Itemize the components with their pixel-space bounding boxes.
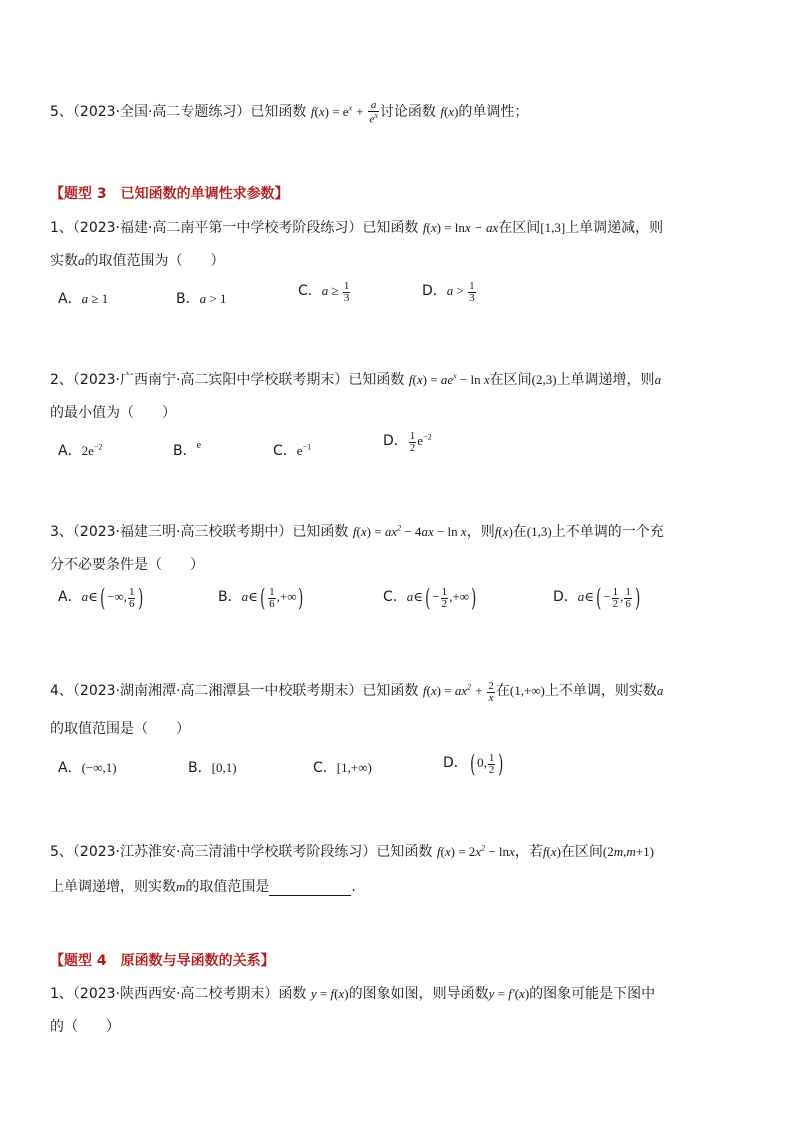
option-math: a∈( $\frac{1}{6}$ ,+∞)	[241, 584, 304, 612]
option-math: e	[196, 440, 202, 451]
s3q5-m: m	[176, 879, 186, 894]
s3q3-interval: (1,3)	[526, 524, 552, 539]
option-math: a∈( −∞, $\frac{1}{6}$ )	[81, 584, 144, 612]
s3q3-option-a[interactable]	[58, 584, 146, 612]
s3q1-option-c[interactable]	[298, 280, 351, 304]
s3q4-prefix: 4、（2023·湖南湘潭·高二湘潭县一中校联考期末）已知函数	[50, 683, 419, 699]
s3q2-a: a	[654, 372, 662, 387]
option-math: a > 1	[199, 291, 227, 306]
option-math: (−∞,1)	[81, 760, 117, 775]
s3q1-line2-suffix: 的取值范围为（ ）	[84, 253, 225, 269]
option-label: C．	[273, 443, 297, 459]
q5-fx: f(x)	[440, 103, 459, 119]
s3q5-prefix: 5、（2023·江苏淮安·高三清浦中学校联考阶段练习）已知函数	[50, 844, 433, 860]
q5-mid: 讨论函数	[379, 103, 436, 120]
s3q3-option-d[interactable]	[553, 584, 642, 612]
s3q4-a: a	[656, 683, 664, 698]
s3q4-option-b[interactable]	[188, 757, 237, 777]
s3q1-suffix: 上单调递减，则	[565, 220, 664, 236]
s3q3-mid2: 在	[512, 524, 527, 540]
s3q2-formula: $f(x) = ae^x - \ln x$	[408, 371, 490, 387]
s3q4-option-a[interactable]	[58, 757, 117, 777]
option-label: C．	[298, 283, 322, 299]
s3q3-suffix: 上不单调的一个充	[551, 524, 664, 540]
option-math: a∈( − $\frac{1}{2}$ , $\frac{1}{6}$ )	[577, 584, 641, 612]
option-label: A．	[58, 760, 82, 776]
s3q3-option-b[interactable]	[218, 584, 306, 612]
s4-question-1-line1	[50, 983, 655, 1003]
s3q3-fx: f(x)	[494, 524, 513, 539]
s3q2-option-c[interactable]	[273, 440, 311, 460]
option-math: a∈( − $\frac{1}{2}$ ,+∞)	[406, 584, 477, 612]
option-label: D．	[553, 588, 578, 605]
s3-question-1-line1	[50, 217, 663, 237]
s3q5-mid: ，若	[514, 844, 543, 860]
s3-question-2-line2: 的最小值为（ ）	[50, 405, 176, 421]
s3q5-mid2: 在区间	[560, 844, 603, 860]
option-label: A．	[58, 291, 82, 307]
s3-question-2-line1	[50, 369, 661, 389]
s3q4-mid: 在	[495, 683, 510, 699]
q5-suffix: 的单调性；	[458, 103, 529, 120]
s3q1-interval: [1,3]	[540, 220, 566, 235]
option-label: D．	[443, 754, 468, 771]
s3q1-prefix: 1、（2023·福建·高二南平第一中学校考阶段练习）已知函数	[50, 220, 419, 236]
s4q1-formula: y = f(x)	[310, 986, 349, 1001]
s3q5-formula: $f(x) = 2x^2 - \ln x$	[436, 843, 515, 859]
s3q2-suffix: 上单调递增，则	[556, 372, 655, 388]
question-5-top	[50, 100, 528, 126]
option-math: [0,1)	[211, 760, 237, 775]
option-label: C．	[313, 760, 337, 776]
s3q3-prefix: 3、（2023·福建三明·高三校联考期中）已知函数	[50, 524, 349, 540]
s3q5-line2-end: .	[351, 879, 356, 895]
s3q1-option-d[interactable]	[422, 280, 477, 304]
s4q1-suffix: 的图象可能是下图中	[529, 986, 656, 1002]
s3q5-line2-prefix: 上单调递增，则实数	[50, 879, 176, 895]
s4q1-mid: 的图象如图，则导函数	[348, 986, 489, 1002]
option-label: B．	[176, 291, 200, 307]
q5-formula: $f(x) = e^x$ + $\frac{a}{e^x}$	[310, 99, 378, 126]
section-heading-3: 【题型 3 已知函数的单调性求参数】	[50, 186, 289, 202]
s3-question-3-line1	[50, 521, 664, 541]
option-math: $e^{-1}$	[296, 442, 312, 458]
option-label: B．	[188, 760, 212, 776]
s3q1-a: a	[78, 253, 85, 268]
s3q4-suffix: 上不单调，则实数	[544, 683, 657, 699]
option-math: a ≥ $\frac{1}{3}$	[321, 279, 350, 304]
q5-prefix: 5、（2023·全国·高二专题练习）已知函数	[50, 103, 307, 120]
s3-question-5-line1	[50, 841, 654, 861]
s3q2-interval: (2,3)	[531, 372, 557, 387]
s3q3-option-c[interactable]	[383, 584, 478, 612]
option-math: $\frac{1}{2}$ $e^{-2}$	[409, 429, 432, 454]
s3-question-3-line2: 分不必要条件是（ ）	[50, 557, 204, 573]
option-label: D．	[383, 433, 408, 449]
s3q2-option-d[interactable]	[383, 430, 432, 454]
s4q1-formula2: y = f′(x)	[488, 986, 530, 1001]
s3q5-interval: (2m,m+1)	[602, 844, 654, 859]
option-label: C．	[383, 588, 407, 605]
s3q4-interval: (1,+∞)	[509, 683, 545, 698]
option-label: B．	[173, 443, 197, 459]
s3q5-fx: f(x)	[542, 844, 561, 859]
s3-question-4-line1	[50, 680, 663, 704]
s3q3-mid: ，则	[466, 524, 495, 540]
s3-question-5-line2	[50, 876, 356, 896]
s3q4-option-d[interactable]	[443, 750, 506, 778]
option-math: a > $\frac{1}{3}$	[446, 279, 475, 304]
option-label: A．	[58, 443, 82, 459]
section-heading-4: 【题型 4 原函数与导函数的关系】	[50, 953, 275, 969]
option-math: ( 0, $\frac{1}{2}$ )	[469, 750, 504, 778]
s3q2-prefix: 2、（2023·广西南宁·高二宾阳中学校联考期末）已知函数	[50, 372, 405, 388]
option-math: [1,+∞)	[336, 760, 372, 775]
option-label: D．	[422, 283, 447, 299]
s3q1-option-a[interactable]	[58, 288, 108, 308]
s3q2-mid: 在区间	[489, 372, 532, 388]
s3q1-line2-prefix: 实数	[50, 253, 78, 269]
option-math: a ≥ 1	[81, 291, 109, 306]
option-label: A．	[58, 588, 82, 605]
s3-question-1-line2	[50, 250, 225, 270]
s3q5-line2-suffix: 的取值范围是	[185, 879, 270, 895]
s4-question-1-line2: 的（ ）	[50, 1019, 120, 1035]
s3q1-formula: f(x) = lnx − ax	[422, 220, 499, 235]
option-math: $2e^{-2}$	[81, 442, 103, 458]
s3q2-option-a[interactable]	[58, 440, 102, 460]
s3-question-4-line2: 的取值范围是（ ）	[50, 721, 190, 737]
answer-blank[interactable]	[269, 881, 351, 896]
s3q4-option-c[interactable]	[313, 757, 372, 777]
s4q1-prefix: 1、（2023·陕西西安·高二校考期末）函数	[50, 986, 307, 1002]
s3q3-formula: $f(x) = ax^2 - 4ax - \ln x$	[352, 523, 467, 539]
s3q2-option-b[interactable]	[173, 440, 201, 460]
s3q4-formula: $f(x) = ax^2$ + $\frac{2}{x}$	[422, 679, 494, 704]
s3q1-mid: 在区间	[498, 220, 541, 236]
s3q1-option-b[interactable]	[176, 288, 226, 308]
option-label: B．	[218, 588, 242, 605]
